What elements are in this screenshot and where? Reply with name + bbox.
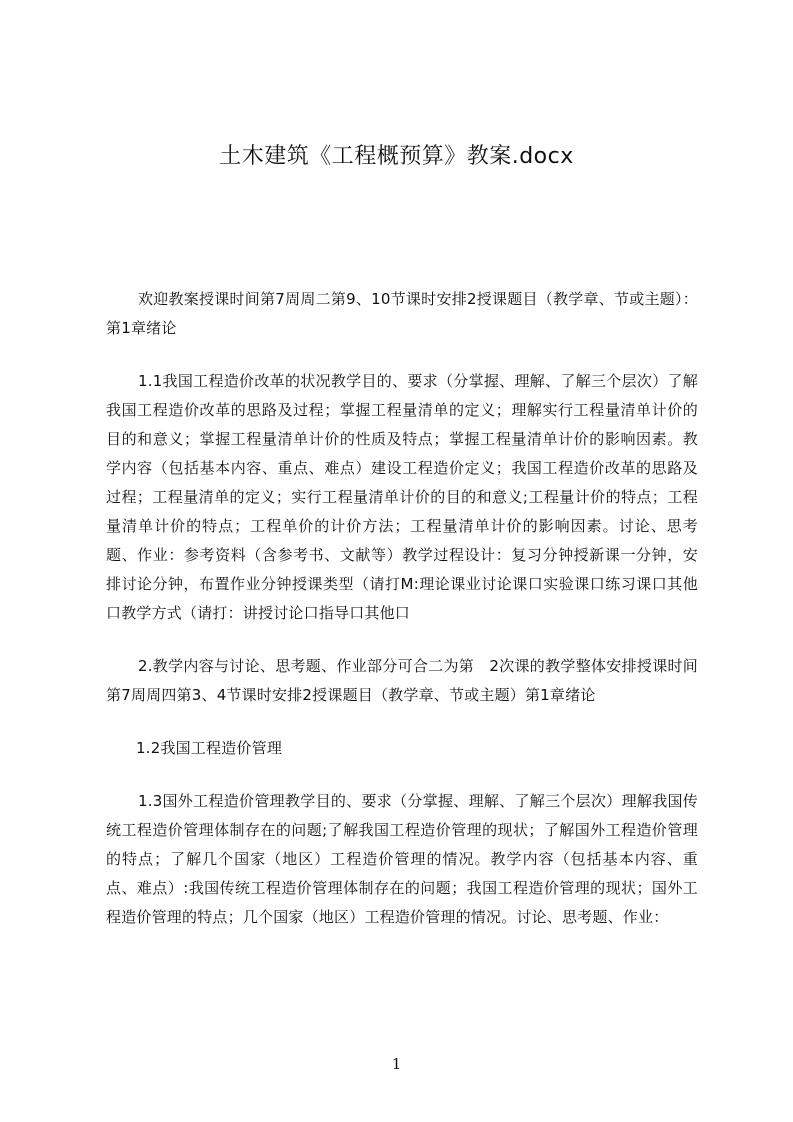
page-number: 1 [391, 1055, 402, 1073]
paragraph-section-1-1: 1.1我国工程造价改革的状况教学目的、要求（分掌握、理解、了解三个层次）了解我国工程造价改革的思路及过程；掌握工程量清单的定义；理解实行工程量清单计价的目的和意义；掌握工程量清单计价的性质及特点；掌握工程量清单计价的影响因素。教学内容（包括基本内容、重点、难点）建设工程造价定义；我国工程造价改革的思路及过程；工程量清单的定义；实行工程量清单计价的目的和意义;工程量计价的特点；工程量清单计价的特点；工程单价的计价方法；工程量清单计价的影响因素。讨论、思考题、作业：参考资料（含参考书、文献等）教学过程设计：复习分钟授新课一分钟，安排讨论分钟，布置作业分钟授课类型（请打M:理论课业讨论课口实验课口练习课口其他口教学方式（请打：讲授讨论口指导口其他口 [106, 372, 698, 622]
document-title: 土木建筑《工程概预算》教案.docx [219, 144, 574, 169]
paragraph-section-1-2: 1.2我国工程造价管理 [136, 739, 283, 757]
paragraph-intro: 欢迎教案授课时间第7周周二第9、10节课时安排2授课题目（教学章、节或主题）：第1章绪论 [106, 290, 698, 337]
paragraph-second-lesson: 2.教学内容与讨论、思考题、作业部分可合二为第 2次课的教学整体安排授课时间第7周周四第3、4节课时安排2授课题目（教学章、节或主题）第1章绪论 [106, 657, 698, 704]
document-body [106, 285, 698, 956]
paragraph-section-1-3: 1.3国外工程造价管理教学目的、要求（分掌握、理解、了解三个层次）理解我国传统工程造价管理体制存在的问题;了解我国工程造价管理的现状；了解国外工程造价管理的特点；了解几个国家（地区）工程造价管理的情况。教学内容（包括基本内容、重点、难点）:我国传统工程造价管理体制存在的问题；我国工程造价管理的现状；国外工程造价管理的特点；几个国家（地区）工程造价管理的情况。讨论、思考题、作业： [106, 792, 698, 926]
